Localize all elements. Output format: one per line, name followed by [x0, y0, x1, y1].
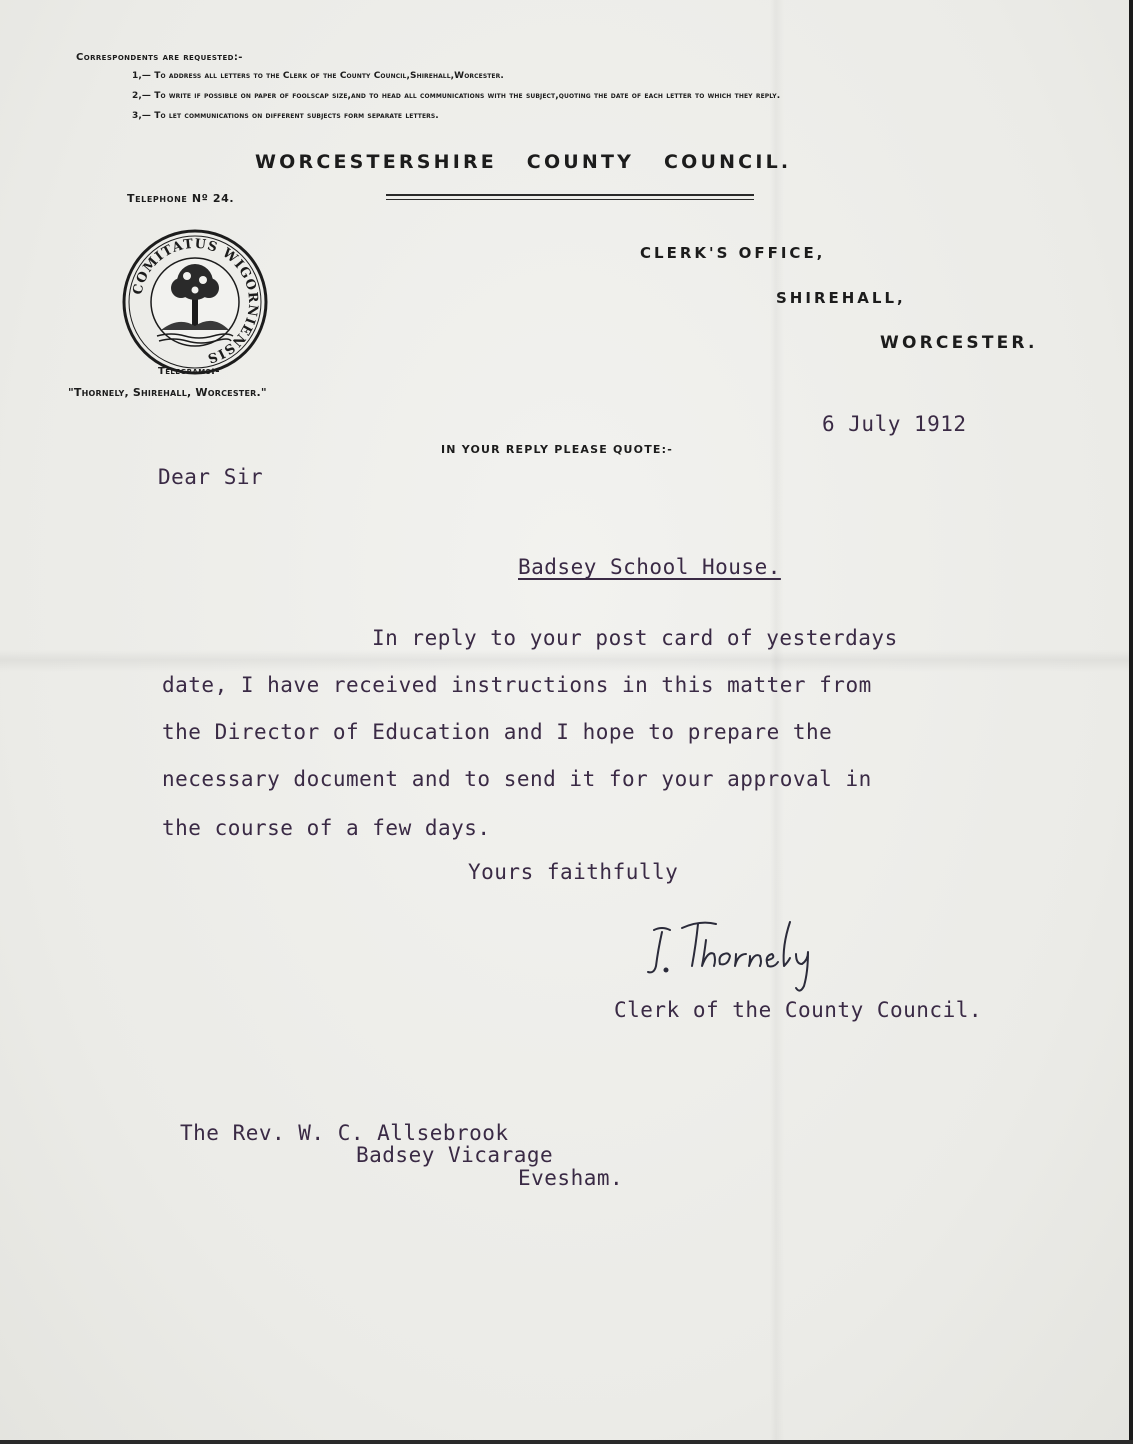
- handwritten-signature: [640, 910, 840, 1000]
- office-line-1: CLERK'S OFFICE,: [640, 244, 826, 262]
- header-rule-thin: [386, 199, 754, 200]
- letter-date: 6 July 1912: [822, 412, 967, 436]
- body-line-5: the course of a few days.: [162, 816, 491, 840]
- body-line-4: necessary document and to send it for your approval in: [162, 767, 872, 791]
- scan-edge-right: [1129, 0, 1133, 1444]
- recipient-line-3: Evesham.: [518, 1166, 624, 1190]
- telegrams-label: Telegrams:-: [158, 366, 220, 377]
- correspondents-note-3: 3,— To let communications on different subjects form separate letters.: [132, 111, 439, 121]
- closing: Yours faithfully: [468, 860, 679, 884]
- header-rule: [386, 194, 754, 196]
- recipient-line-2: Badsey Vicarage: [356, 1143, 554, 1167]
- letter-subject: Badsey School House.: [518, 555, 781, 579]
- county-seal-icon: [121, 228, 269, 376]
- correspondents-note-2: 2,— To write if possible on paper of foolscap size,and to head all communications with the subject,quoting the date of each letter to which they reply.: [132, 91, 781, 101]
- council-name: WORCESTERSHIRE COUNTY COUNCIL.: [255, 151, 792, 173]
- body-line-1: In reply to your post card of yesterdays: [372, 626, 898, 650]
- office-line-2: SHIREHALL,: [776, 289, 906, 307]
- correspondents-heading: Correspondents are requested:-: [76, 52, 243, 63]
- svg-text:COMITATUS WIGORNIENSIS: COMITATUS WIGORNIENSIS: [130, 236, 261, 366]
- body-line-3: the Director of Education and I hope to prepare the: [162, 720, 833, 744]
- scan-edge-bottom: [0, 1440, 1133, 1444]
- signer-title: Clerk of the County Council.: [614, 998, 983, 1022]
- correspondents-note-1: 1,— To address all letters to the Clerk of the County Council,Shirehall,Worcester.: [132, 71, 504, 81]
- body-line-2: date, I have received instructions in this matter from: [162, 673, 872, 697]
- reply-quote-label: IN YOUR REPLY PLEASE QUOTE:-: [441, 443, 674, 456]
- telephone-number: Telephone Nº 24.: [127, 192, 235, 205]
- telegrams-address: "Thornely, Shirehall, Worcester.": [68, 386, 267, 399]
- office-line-3: WORCESTER.: [880, 333, 1038, 353]
- salutation: Dear Sir: [158, 465, 264, 489]
- recipient-line-1: The Rev. W. C. Allsebrook: [180, 1121, 509, 1145]
